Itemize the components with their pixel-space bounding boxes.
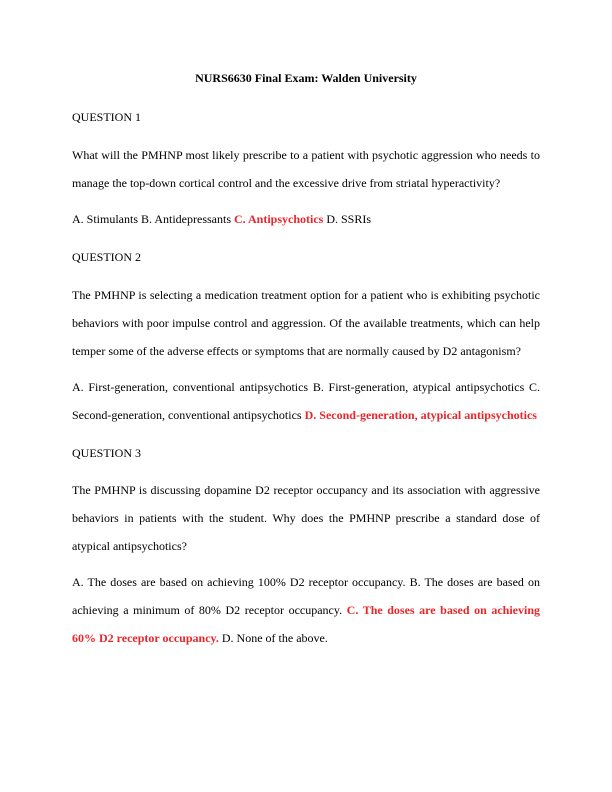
question-1-answers-before: A. Stimulants B. Antidepressants (72, 212, 234, 226)
question-3-heading: QUESTION 3 (72, 446, 141, 460)
question-3-answers (72, 568, 540, 652)
question-3-answers-after: D. None of the above. (218, 631, 328, 645)
page-title: NURS6630 Final Exam: Walden University (195, 71, 417, 85)
question-3-correct-answer: C. The doses are based on achieving 60% D2 receptor occupancy. (72, 603, 540, 645)
question-2-answers (72, 373, 540, 429)
question-2-answers-before: A. First-generation, conventional antipsychotics B. First-generation, atypical antipsychotics C. Second-generation, conventional antipsychotics (72, 380, 540, 422)
question-3-answers-before: A. The doses are based on achieving 100% D2 receptor occupancy. B. The doses are based on achieving a minimum of 80% D2 receptor occupancy. (72, 575, 540, 617)
question-1-correct-answer: C. Antipsychotics (234, 212, 324, 226)
question-1-prompt: What will the PMHNP most likely prescribe to a patient with psychotic aggression who needs to manage the top-down cortical control and the excessive drive from striatal hyperactivity? (72, 148, 540, 190)
question-2-heading: QUESTION 2 (72, 250, 141, 264)
question-1-heading: QUESTION 1 (72, 110, 141, 124)
question-1-answers-after: D. SSRIs (323, 212, 372, 226)
question-2-prompt: The PMHNP is selecting a medication treatment option for a patient who is exhibiting psychotic behaviors with poor impulse control and aggression. Of the available treatments, which can help temper some of the adverse effects or symptoms that are normally caused by D2 antagonism? (72, 288, 540, 358)
question-1-answers (72, 205, 540, 233)
question-3-prompt: The PMHNP is discussing dopamine D2 receptor occupancy and its association with aggressive behaviors in patients with the student. Why does the PMHNP prescribe a standard dose of atypical antipsychotics? (72, 483, 540, 553)
question-2-correct-answer: D. Second-generation, atypical antipsychotics (304, 408, 537, 422)
